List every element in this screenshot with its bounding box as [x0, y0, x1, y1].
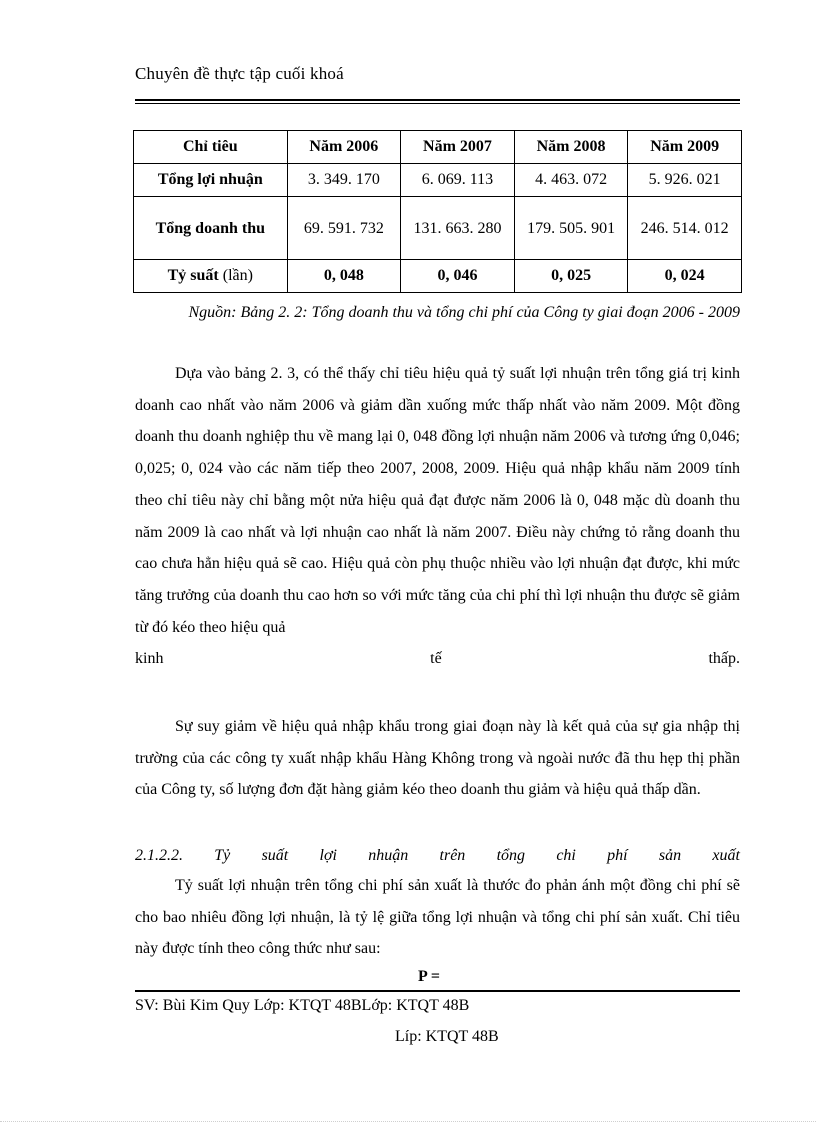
- subheading-word: Tỷ: [214, 847, 231, 864]
- last-line-word: thấp.: [708, 650, 740, 668]
- table-cell: 6. 069. 113: [401, 164, 515, 197]
- table-header-cell: Năm 2007: [401, 131, 515, 164]
- ratio-unit: (lần): [218, 267, 253, 284]
- paragraph-last-line: [135, 643, 740, 675]
- last-line-word: kinh: [135, 650, 164, 668]
- table-cell: 5. 926. 021: [628, 164, 742, 197]
- subheading-word: chi: [556, 847, 576, 864]
- table-header-cell: Năm 2009: [628, 131, 742, 164]
- subheading-word: nhuận: [368, 847, 409, 864]
- table-row: [134, 197, 742, 260]
- table-cell: 246. 514. 012: [628, 197, 742, 260]
- footer-student-info: SV: Bùi Kim Quy Lớp: KTQT 48BLớp: KTQT 48B: [135, 997, 470, 1014]
- paragraph-definition: Tỷ suất lợi nhuận trên tổng chi phí sản xuất là thước đo phản ánh một đồng chi phí sẽ cho bao nhiêu đồng lợi nhuận, là tỷ lệ giữa tổng lợi nhuận và tổng chi phí sản xuất. Chỉ tiêu này được tính theo công thức như sau:: [135, 877, 740, 958]
- table-cell: 0, 025: [514, 260, 628, 293]
- table-cell: 0, 024: [628, 260, 742, 293]
- subheading-word: trên: [439, 847, 466, 864]
- paragraph-decline: Sự suy giảm về hiệu quả nhập khẩu trong giai đoạn này là kết quả của sự gia nhập thị trường của các công ty xuất nhập khẩu Hàng Không trong và ngoài nước đã thu hẹp thị phần của Công ty, số lượng đơn đặt hàng giảm kéo theo doanh thu giảm và hiệu quả thấp dần.: [135, 718, 740, 799]
- last-line-word: tế: [430, 650, 442, 668]
- header-rule-thin: [135, 103, 740, 104]
- subheading-word: xuất: [712, 847, 740, 864]
- table-cell: 0, 046: [401, 260, 515, 293]
- subheading-word: sản: [658, 847, 682, 864]
- table-row: [134, 164, 742, 197]
- subheading-word: 2.1.2.2.: [135, 847, 183, 864]
- subheading-word: lợi: [319, 847, 337, 864]
- table-row: [134, 260, 742, 293]
- table-cell: 0, 048: [287, 260, 401, 293]
- table-cell: 3. 349. 170: [287, 164, 401, 197]
- table-header-cell: Năm 2006: [287, 131, 401, 164]
- header-rule: [135, 99, 740, 101]
- table-cell: 69. 591. 732: [287, 197, 401, 260]
- table-header-cell: Năm 2008: [514, 131, 628, 164]
- footer-class-info: Líp: KTQT 48B: [395, 1028, 499, 1045]
- table-row-label: Tổng lợi nhuận: [134, 164, 288, 197]
- subheading-word: phí: [607, 847, 628, 864]
- profit-ratio-table: [133, 130, 742, 293]
- page-bottom-border: [0, 1121, 816, 1122]
- formula: P =: [418, 968, 441, 985]
- table-cell: 179. 505. 901: [514, 197, 628, 260]
- paragraph-analysis: [135, 358, 740, 675]
- subheading-word: tổng: [496, 847, 526, 864]
- table-row-label: Tổng doanh thu: [134, 197, 288, 260]
- footer-rule: [135, 990, 740, 992]
- table-source-caption: Nguồn: Bảng 2. 2: Tổng doanh thu và tổng chi phí của Công ty giai đoạn 2006 - 2009: [188, 304, 740, 321]
- paragraph-text: Dựa vào bảng 2. 3, có thể thấy chỉ tiêu hiệu quả tỷ suất lợi nhuận trên tổng giá trị kinh doanh cao nhất vào năm 2006 và giảm dần xuống mức thấp nhất vào năm 2009. Một đồng doanh thu doanh nghiệp thu về mang lại 0, 048 đồng lợi nhuận năm 2006 và tương ứng 0,046; 0,025; 0, 024 vào các năm tiếp theo 2007, 2008, 2009. Hiệu quả nhập khẩu năm 2009 tính theo chỉ tiêu này chỉ bằng một nửa hiệu quả đạt được năm 2006 là 0, 048 mặc dù doanh thu năm 2009 là cao nhất và lợi nhuận cao nhất là năm 2007. Điều này chứng tỏ rằng doanh thu cao chưa hẳn hiệu quả sẽ cao. Hiệu quả còn phụ thuộc nhiều vào lợi nhuận đạt được, khi mức tăng trưởng của doanh thu cao hơn so với mức tăng của chi phí thì lợi nhuận thu được sẽ giảm từ đó kéo theo hiệu quả: [135, 365, 740, 636]
- table-header-cell: Chỉ tiêu: [134, 131, 288, 164]
- page-header-title: Chuyên đề thực tập cuối khoá: [135, 64, 344, 83]
- table-cell: 131. 663. 280: [401, 197, 515, 260]
- subheading-word: suất: [261, 847, 289, 864]
- ratio-label: Tỷ suất: [167, 267, 219, 284]
- table-row-label: [134, 260, 288, 293]
- table-cell: 4. 463. 072: [514, 164, 628, 197]
- section-subheading: [135, 840, 740, 871]
- table-header-row: [134, 131, 742, 164]
